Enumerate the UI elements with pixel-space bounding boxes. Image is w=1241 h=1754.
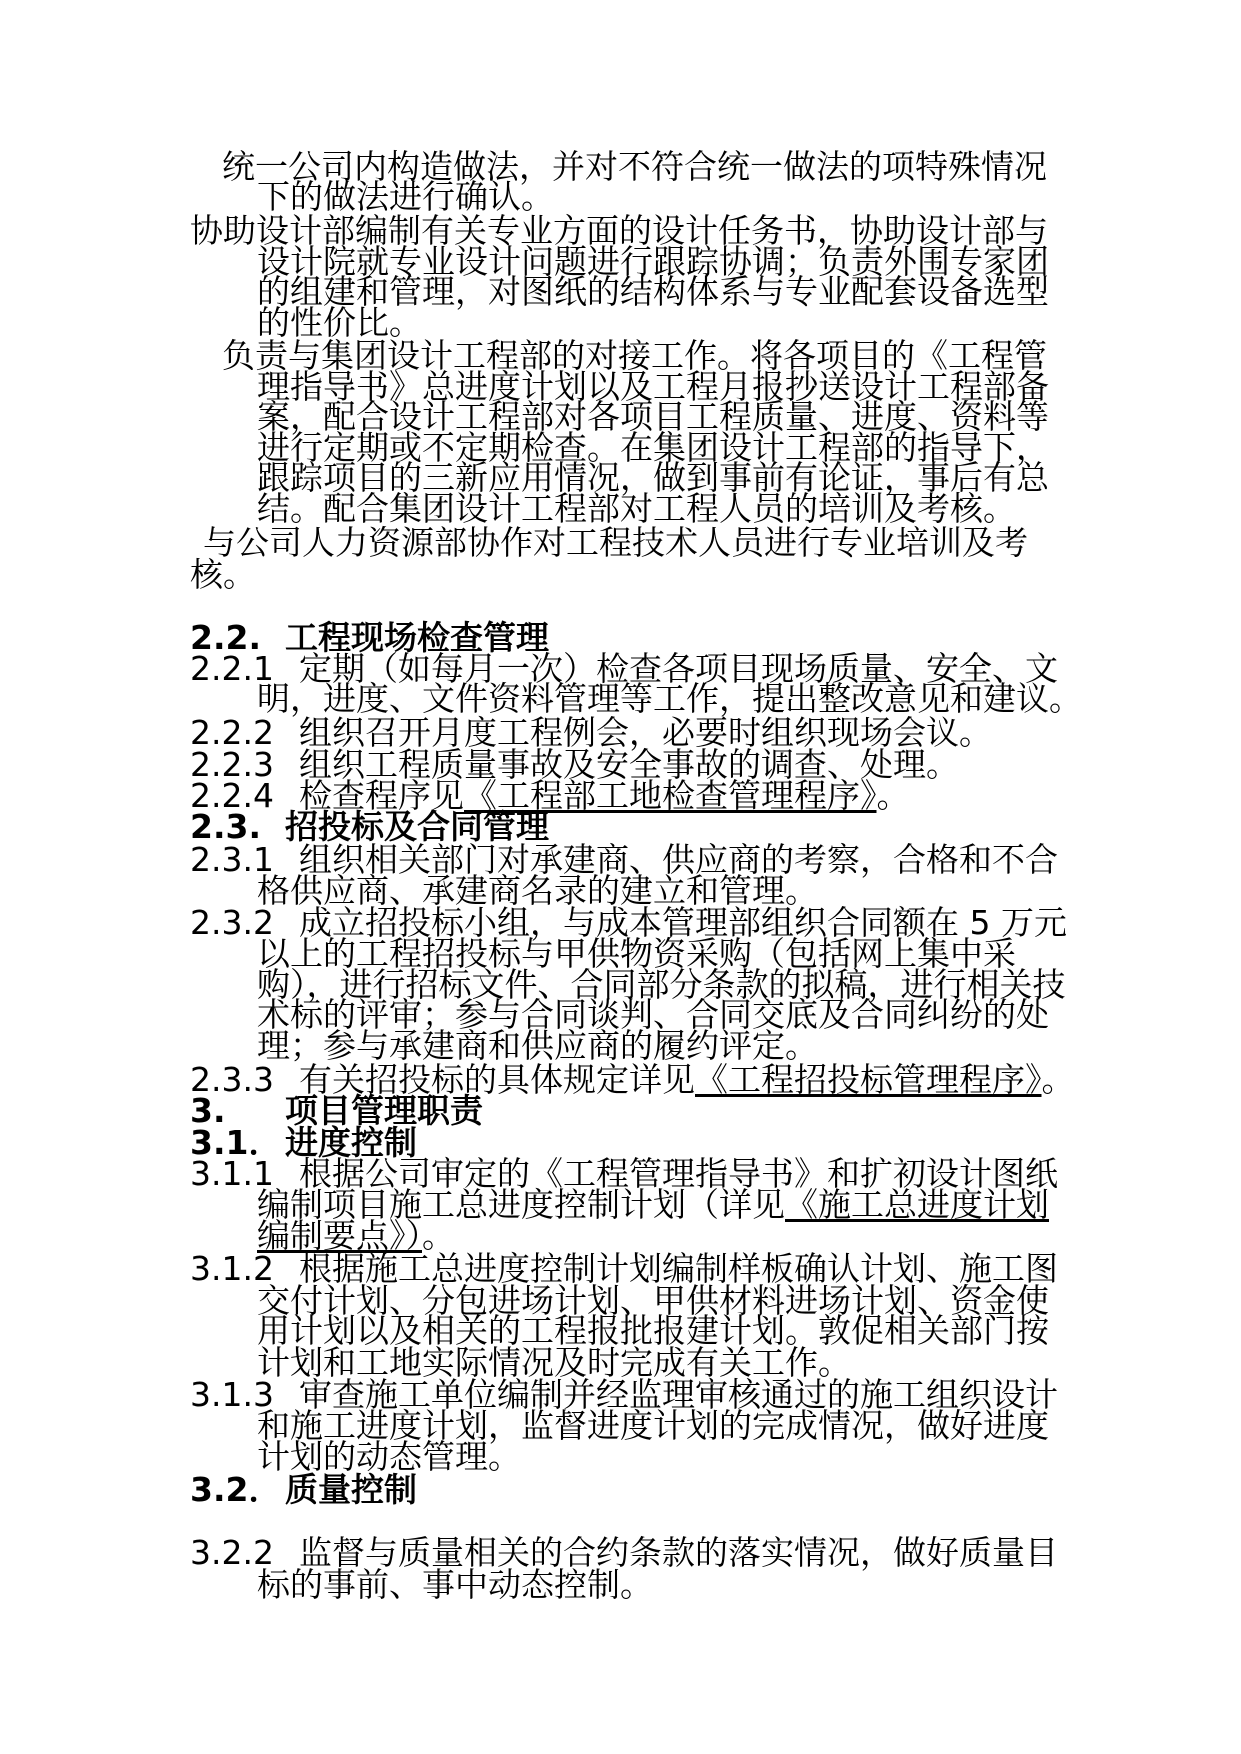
item-text: 成立招投标小组，与成本管理部组织合同额在 5 万元 bbox=[299, 903, 1067, 942]
item-text: 组织召开月度工程例会，必要时组织现场会议。 bbox=[299, 713, 992, 752]
item-text: 有关招投标的具体规定详见 bbox=[299, 1060, 695, 1099]
section-number: 3. bbox=[190, 1091, 226, 1130]
item-number: 2.2.2 bbox=[190, 713, 274, 752]
section-title: 进度控制 bbox=[285, 1123, 417, 1162]
body-line: 购），进行招标文件、合同部分条款的拟稿，进行相关技 bbox=[257, 965, 1066, 1004]
body-line: 结。配合集团设计工程部对工程人员的培训及考核。 bbox=[257, 489, 1016, 528]
body-line: 的性价比。 bbox=[257, 303, 422, 342]
body-line: 术标的评审；参与合同谈判、合同交底及合同纠纷的处 bbox=[257, 995, 1049, 1034]
body-line: 交付计划、分包进场计划、甲供材料进场计划、资金使 bbox=[257, 1281, 1049, 1320]
body-line: 计划和工地实际情况及时完成有关工作。 bbox=[257, 1343, 851, 1382]
item-text: 编制项目施工总进度控制计划（详见 bbox=[257, 1185, 785, 1224]
item-text: 检查程序见 bbox=[299, 776, 464, 815]
body-line: 理指导书》总进度计划以及工程月报抄送设计工程部备 bbox=[257, 367, 1049, 406]
body-line: 的组建和管理，对图纸的结构体系与专业配套设备选型 bbox=[257, 272, 1049, 311]
item-number: 3.1.1 bbox=[190, 1154, 274, 1193]
body-line: 设计院就专业设计问题进行跟踪协调；负责外围专家团 bbox=[257, 242, 1049, 281]
item-number: 3.1.3 bbox=[190, 1375, 274, 1414]
item-number: 2.3.3 bbox=[190, 1060, 274, 1099]
item-number: 2.2.4 bbox=[190, 776, 274, 815]
body-line: 格供应商、承建商名录的建立和管理。 bbox=[257, 871, 818, 910]
body-line: 核。 bbox=[190, 555, 256, 594]
item-text-tail: 。 bbox=[422, 1216, 455, 1255]
body-line: 进行定期或不定期检查。在集团设计工程部的指导下， bbox=[257, 428, 1049, 467]
item-text-tail: 。 bbox=[876, 776, 910, 815]
item-number: 3.1.2 bbox=[190, 1249, 274, 1288]
item-text: 根据施工总进度控制计划编制样板确认计划、施工图 bbox=[299, 1249, 1058, 1288]
body-line: 下的做法进行确认。 bbox=[257, 177, 554, 216]
item-text: 组织工程质量事故及安全事故的调查、处理。 bbox=[299, 745, 959, 784]
body-line: 与公司人力资源部协作对工程技术人员进行专业培训及考 bbox=[203, 523, 1028, 562]
document-reference-link[interactable]: 《工程招投标管理程序》 bbox=[695, 1060, 1042, 1099]
body-line: 协助设计部编制有关专业方面的设计任务书，协助设计部与 bbox=[190, 211, 1048, 250]
body-line: 计划的动态管理。 bbox=[257, 1437, 521, 1476]
body-line: 跟踪项目的三新应用情况，做到事前有论证，事后有总 bbox=[257, 458, 1049, 497]
item-number: 2.3.2 bbox=[190, 903, 274, 942]
section-title: 质量控制 bbox=[285, 1470, 417, 1509]
section-number: 2.3. bbox=[190, 807, 261, 846]
body-line bbox=[257, 1216, 455, 1255]
section-title: 工程现场检查管理 bbox=[285, 618, 549, 657]
body-line: 理；参与承建商和供应商的履约评定。 bbox=[257, 1026, 818, 1065]
item-number: 2.2.1 bbox=[190, 649, 274, 688]
body-line: 以上的工程招投标与甲供物资采购（包括网上集中采 bbox=[257, 934, 1016, 973]
section-number: 3.2． bbox=[190, 1470, 282, 1509]
item-text: 根据公司审定的《工程管理指导书》和扩初设计图纸 bbox=[299, 1154, 1058, 1193]
body-line: 和施工进度计划，监督进度计划的完成情况，做好进度 bbox=[257, 1406, 1049, 1445]
document-reference-link[interactable]: 《施工总进度计划 bbox=[785, 1185, 1049, 1224]
body-line: 用计划以及相关的工程报批报建计划。敦促相关部门按 bbox=[257, 1311, 1049, 1350]
document-reference-link[interactable]: 编制要点》） bbox=[257, 1216, 422, 1255]
body-line: 标的事前、事中动态控制。 bbox=[257, 1565, 653, 1604]
section-number: 2.2. bbox=[190, 618, 261, 657]
item-text: 组织相关部门对承建商、供应商的考察，合格和不合 bbox=[299, 840, 1058, 879]
item-number: 3.2.2 bbox=[190, 1533, 274, 1572]
document-reference-link[interactable]: 《工程部工地检查管理程序》 bbox=[464, 776, 877, 815]
body-line: 案，配合设计工程部对各项目工程质量、进度、资料等 bbox=[257, 397, 1049, 436]
body-line: 统一公司内构造做法，并对不符合统一做法的项特殊情况 bbox=[222, 147, 1047, 186]
item-text-tail: 。 bbox=[1041, 1060, 1075, 1099]
item-text: 审查施工单位编制并经监理审核通过的施工组织设计 bbox=[299, 1375, 1058, 1414]
section-heading bbox=[190, 1470, 417, 1509]
item-number: 2.3.1 bbox=[190, 840, 274, 879]
item-text: 定期（如每月一次）检查各项目现场质量、安全、文 bbox=[299, 649, 1058, 688]
item-text: 监督与质量相关的合约条款的落实情况，做好质量目 bbox=[299, 1533, 1058, 1572]
section-title: 招投标及合同管理 bbox=[285, 807, 549, 846]
body-line: 明，进度、文件资料管理等工作，提出整改意见和建议。 bbox=[257, 679, 1082, 718]
section-number: 3.1． bbox=[190, 1123, 282, 1162]
item-number: 2.2.3 bbox=[190, 745, 274, 784]
body-line: 负责与集团设计工程部的对接工作。将各项目的《工程管 bbox=[222, 336, 1047, 375]
section-heading bbox=[190, 807, 549, 846]
section-title: 项目管理职责 bbox=[285, 1091, 483, 1130]
